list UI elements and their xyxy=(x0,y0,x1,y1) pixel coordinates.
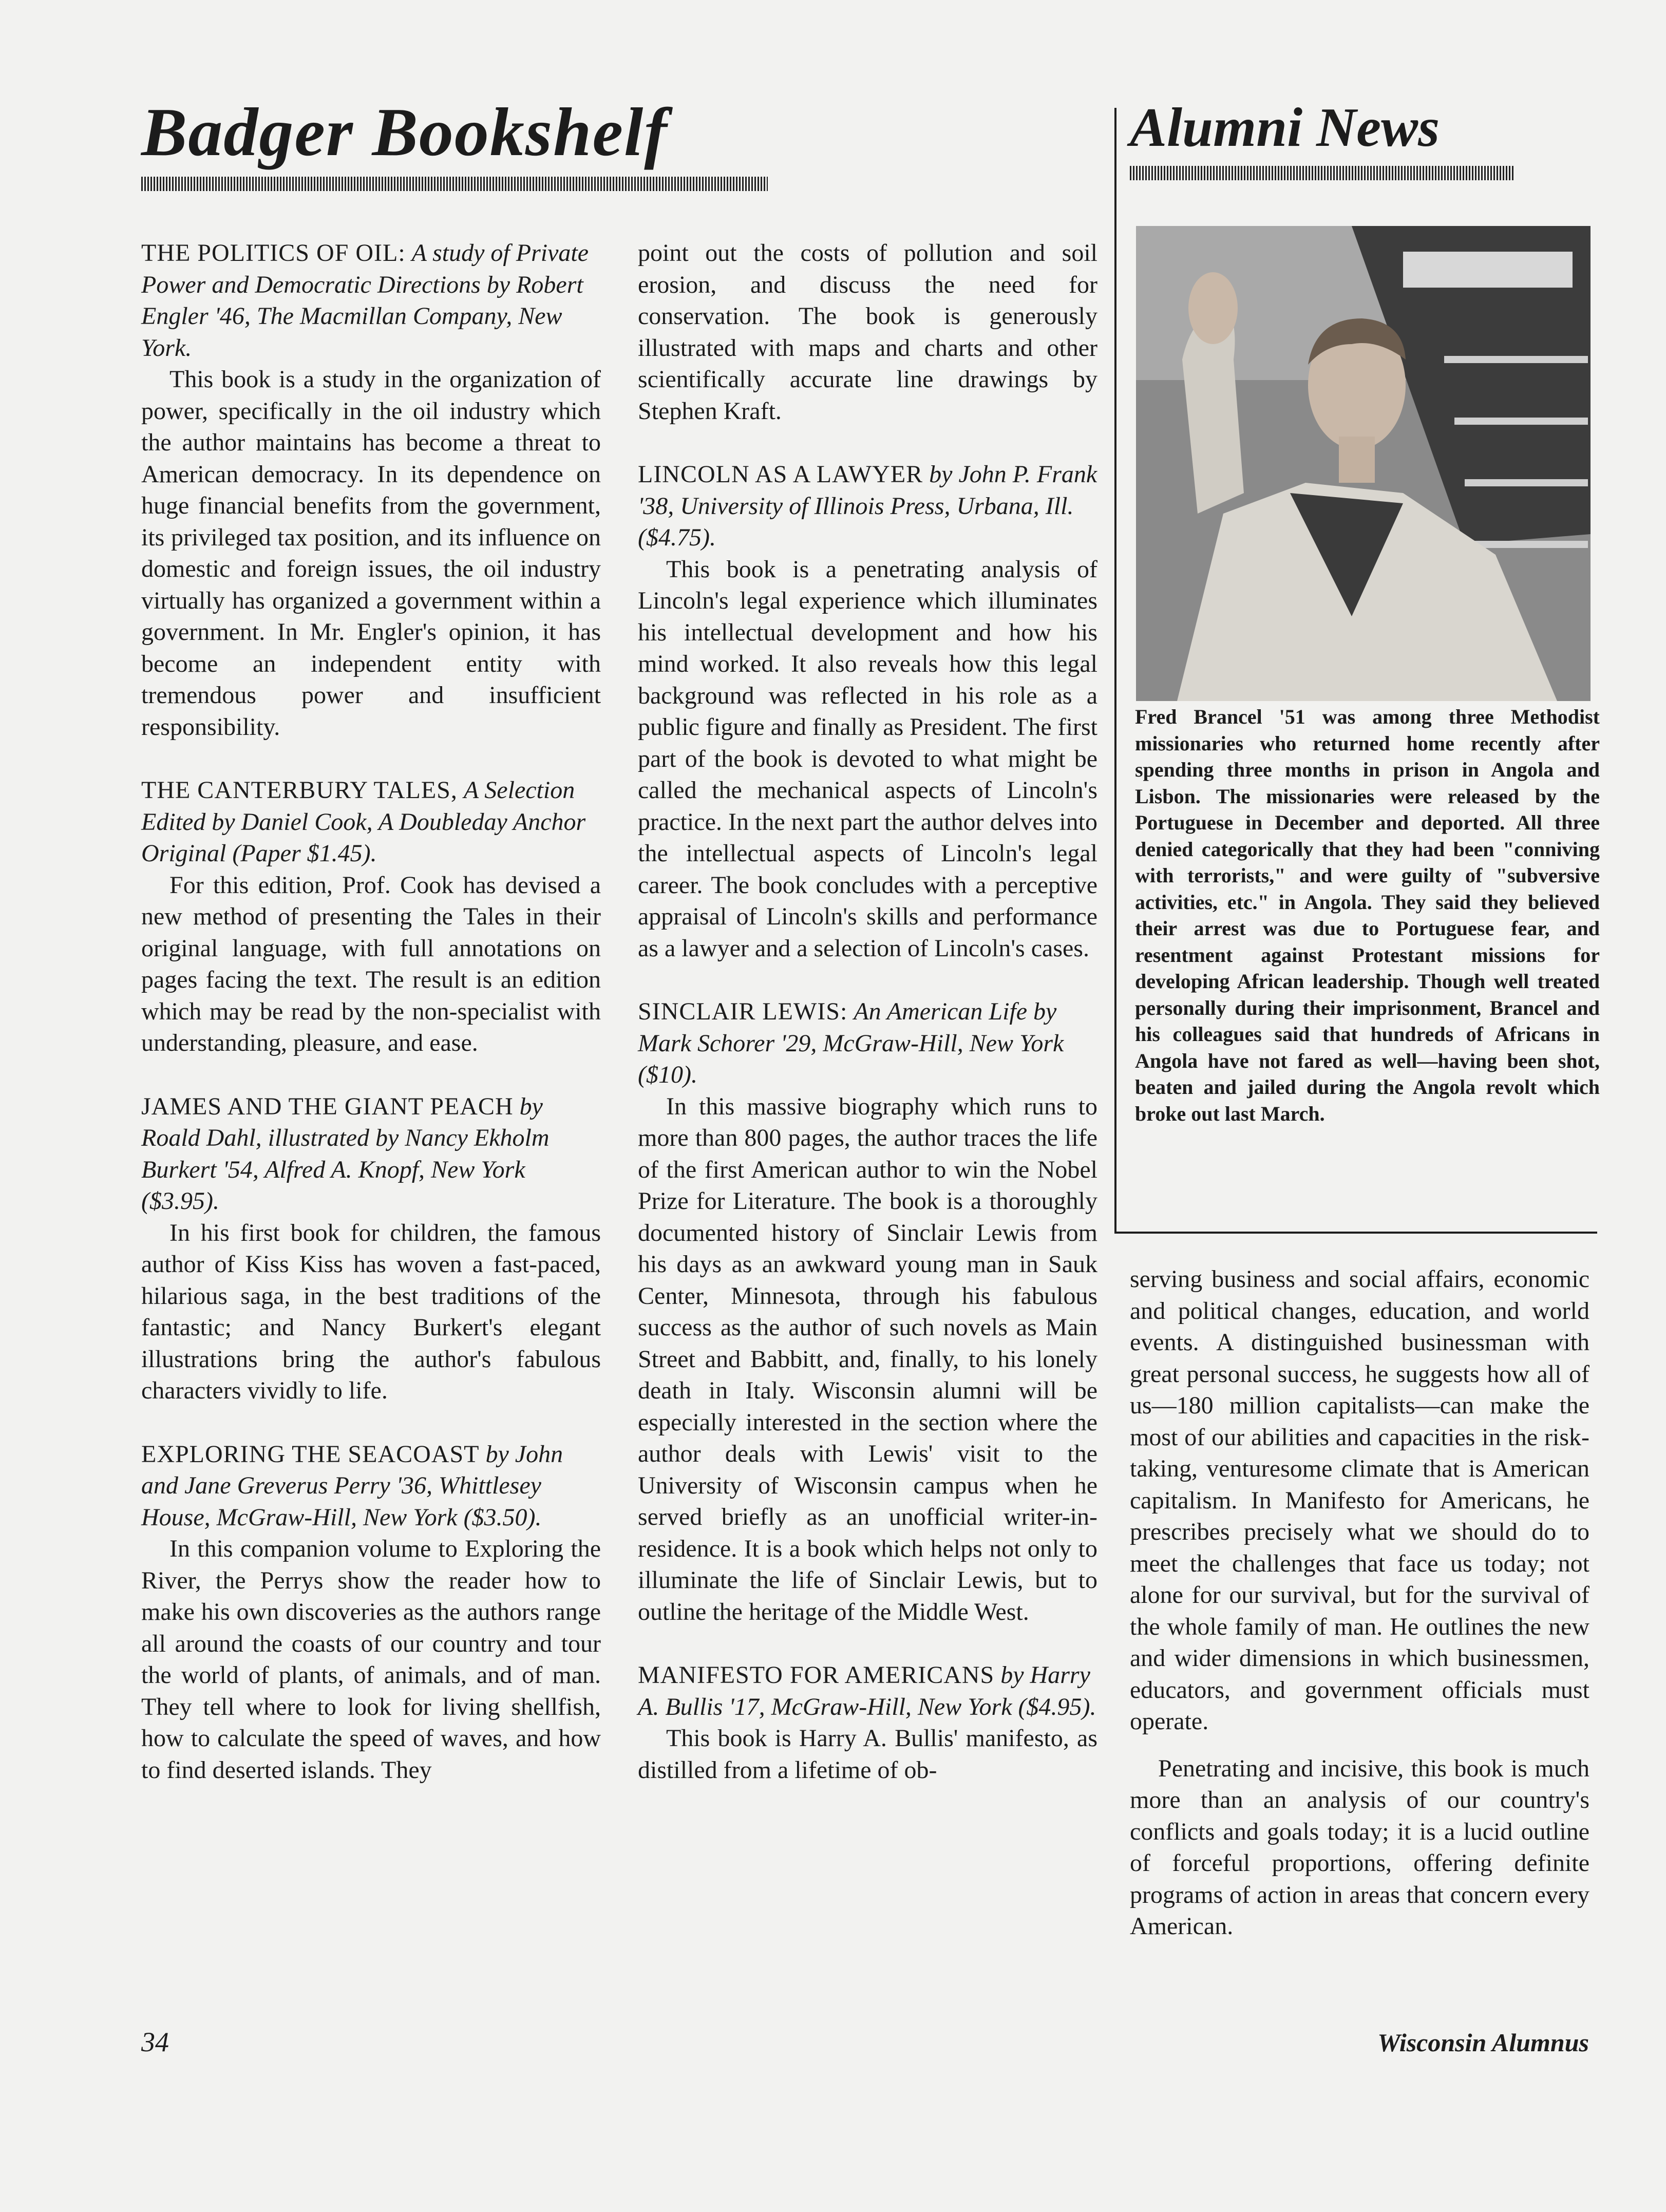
book-review-paragraph: This book is a study in the organization of power, specifically in the oil industry which the author maintains has become a threat to American democracy. In its dependence on huge financial benefits from the government, its privileged tax position, and its influence on domestic and foreign issues, the oil industry virtually has organized a government within a government. In Mr. Engler's opinion, it has become an independent entity with tremendous power and insufficient responsibility. xyxy=(141,366,601,741)
alumni-news-masthead xyxy=(1130,97,1515,180)
book-review-paragraph: In this companion volume to Exploring the River, the Perrys show the reader how to make his own discoveries as the authors range all around the coasts of our country and tour the world of plants, of animals, and of man. They tell where to look for living shellfish, how to calculate the speed of waves, and how to find deserted islands. They xyxy=(141,1535,601,1784)
book-heading xyxy=(141,237,601,364)
masthead-rule xyxy=(1130,166,1515,180)
book-title: THE POLITICS OF OIL: xyxy=(141,239,406,267)
book-heading xyxy=(141,774,601,869)
book-review-paragraph: point out the costs of pollution and soil erosion, and discuss the need for conservation. The book is generously illustrated with maps and charts and other scientifically accurate line drawings by Stephen Kraft. xyxy=(638,239,1097,425)
book-heading xyxy=(141,1091,601,1217)
publication-name: Wisconsin Alumnus xyxy=(1377,2028,1589,2057)
book-review-paragraph: For this edition, Prof. Cook has devised a new method of presenting the Tales in their original language, with full annotations on pages facing the text. The result is an edition which may be read by the non-specialist with understanding, pleasure, and ease. xyxy=(141,871,601,1056)
sidebar-bottom-rule xyxy=(1114,1232,1597,1234)
book-heading xyxy=(638,459,1097,554)
badger-bookshelf-masthead xyxy=(141,94,768,191)
book-review-paragraph: In this massive biography which runs to more than 800 pages, the author traces the life of the first American author to win the Nobel Prize for Literature. The book is a thoroughly documented history of Sinclair Lewis from his days as an awkward young man in Sauk Center, Minnesota, through his fabulous success as the author of such novels as Main Street and Babbitt, and, finally, to his lonely death in Italy. Wisconsin alumni will be especially interested in the section where the author deals with Lewis' visit to the University of Wisconsin campus when he served briefly as an unofficial writer-in-residence. It is a book which helps not only to illuminate the life of Sinclair Lewis, but to outline the heritage of the Middle West. xyxy=(638,1092,1097,1625)
photo-caption: Fred Brancel '51 was among three Methodist missionaries who returned home recently after spending three months in prison in Angola and Lisbon. The missionaries were released by the Portuguese in December and deported. All three denied categorically that they had been "conniving with terrorists," and were guilty of "subversive activities, etc." in Angola. They said they believed their arrest was due to Portuguese fear, and resentment against Protestant missions for developing African leadership. Though well treated personally during their imprisonment, Brancel and his colleagues said that hundreds of Africans in Angola have not fared as well—having been shot, beaten and jailed during the Angola revolt which broke out last March. xyxy=(1135,705,1600,1125)
book-title: THE CANTERBURY TALES, xyxy=(141,777,458,804)
column-divider xyxy=(1114,108,1116,1233)
book-title: LINCOLN AS A LAWYER xyxy=(638,461,923,488)
page-number: 34 xyxy=(141,2027,169,2057)
book-heading xyxy=(141,1439,601,1534)
book-review-paragraph: This book is a penetrating analysis of Lincoln's legal experience which illuminates his intellectual development and how his mind worked. It also reveals how this legal background was reflected in his role as a public figure and finally as President. The first part of the book is devoted to what might be called the mechanical aspects of Lincoln's practice. In the next part the author delves into the intellectual aspects of Lincoln's legal career. The book concludes with a perceptive appraisal of Lincoln's skills and performance as a lawyer and a selection of Lincoln's cases. xyxy=(638,555,1097,962)
photo-illustration xyxy=(1136,226,1591,701)
column-2 xyxy=(638,237,1097,1786)
section-title: Badger Bookshelf xyxy=(141,94,668,170)
book-details: by John P. Frank '38, University of Illinois Press, Urbana, Ill. ($4.75). xyxy=(638,461,1097,551)
book-review-paragraph: This book is Harry A. Bullis' manifesto, as distilled from a lifetime of ob- xyxy=(638,1725,1097,1784)
book-title: MANIFESTO FOR AMERICANS xyxy=(638,1661,995,1689)
book-title: SINCLAIR LEWIS: xyxy=(638,998,848,1025)
book-details: An American Life by Mark Schorer '29, McGraw-Hill, New York ($10). xyxy=(638,998,1064,1088)
book-details: A Selection Edited by Daniel Cook, A Doubleday Anchor Original (Paper $1.45). xyxy=(141,777,586,867)
book-review-paragraph: serving business and social affairs, economic and political changes, education, and world events. A distinguished businessman with great personal success, he suggests how all of us—180 million capitalists—can make the most of our abilities and capacities in the risk-taking, venturesome climate that is American capitalism. In Manifesto for Americans, he prescribes precisely what we should do to meet the challenges that face us today; not alone for our survival, but for the survival of the whole family of man. He outlines the new and wider dimensions in which businessmen, educators, and government officials must operate. xyxy=(1130,1265,1589,1735)
book-title: EXPLORING THE SEACOAST xyxy=(141,1440,480,1468)
book-heading xyxy=(638,996,1097,1091)
book-details: A study of Private Power and Democratic Directions by Robert Engler '46, The Macmillan Company, New York. xyxy=(141,239,589,362)
book-details: by John and Jane Greverus Perry '36, Whittlesey House, McGraw-Hill, New York ($3.50). xyxy=(141,1440,563,1531)
missionary-photo xyxy=(1136,226,1591,701)
book-title: JAMES AND THE GIANT PEACH xyxy=(141,1092,514,1120)
section-title: Alumni News xyxy=(1130,97,1440,158)
book-heading xyxy=(638,1659,1097,1723)
book-review-paragraph: In his first book for children, the famous author of Kiss Kiss has woven a fast-paced, hilarious saga, in the best traditions of the fantastic; and Nancy Burkert's elegant illustrations bring the author's fabulous characters vividly to life. xyxy=(141,1219,601,1404)
book-details: by Harry A. Bullis '17, McGraw-Hill, New York ($4.95). xyxy=(638,1661,1096,1721)
book-review-paragraph: Penetrating and incisive, this book is much more than an analysis of our country's conflicts and goals today; it is a lucid outline of forceful proportions, offering definite programs of action in areas that concern every American. xyxy=(1130,1754,1589,1940)
book-details: by Roald Dahl, illustrated by Nancy Ekholm Burkert '54, Alfred A. Knopf, New York ($3.95). xyxy=(141,1092,550,1215)
masthead-rule xyxy=(141,177,768,191)
column-1 xyxy=(141,237,601,1786)
column-3 xyxy=(1130,1263,1589,1942)
